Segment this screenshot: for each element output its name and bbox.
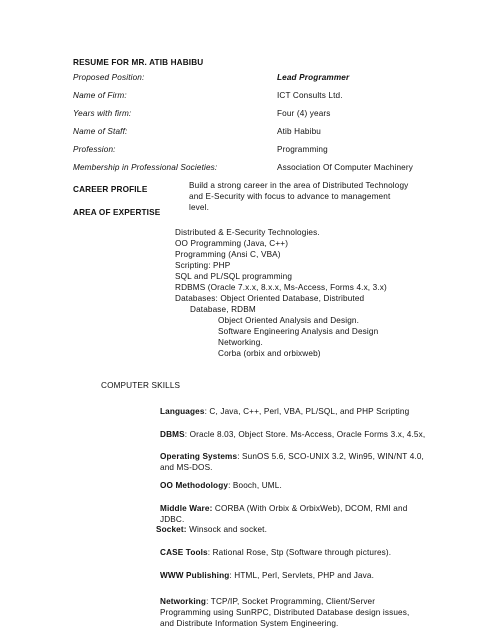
expertise-item: Distributed & E-Security Technologies. <box>175 228 320 237</box>
area-of-expertise-heading: AREA OF EXPERTISE <box>73 208 161 217</box>
value-profession: Programming <box>277 145 328 154</box>
expertise-item: RDBMS (Oracle 7.x.x, 8.x.x, Ms-Access, Forms 4.x, 3.x) <box>175 283 387 292</box>
skill-operating-systems <box>160 451 424 473</box>
label-years-with-firm: Years with firm: <box>73 109 132 118</box>
expertise-subitem: Database, RDBM <box>190 305 256 314</box>
skill-label: Middle Ware: <box>160 504 213 513</box>
skill-text: : Oracle 8.03, Object Store. Ms-Access, Oracle Forms 3.x, 4.5x, <box>184 430 426 439</box>
skill-label: Networking <box>160 597 207 606</box>
value-name-of-firm: ICT Consults Ltd. <box>277 91 343 100</box>
expertise-item: SQL and PL/SQL programming <box>175 272 293 281</box>
skill-networking <box>160 596 409 629</box>
skill-label: DBMS <box>160 430 185 439</box>
label-profession: Profession: <box>73 145 116 154</box>
expertise-item: OO Programming (Java, C++) <box>175 239 289 248</box>
value-membership: Association Of Computer Machinery <box>277 163 414 172</box>
skill-text: : SunOS 5.6, SCO-UNIX 3.2, Win95, WIN/NT 4.0, <box>237 452 424 461</box>
skill-text: : C, Java, C++, Perl, VBA, PL/SQL, and PHP Scripting <box>204 407 410 416</box>
resume-title: RESUME FOR MR. ATIB HABIBU <box>73 58 204 67</box>
skill-label: Operating Systems <box>160 452 238 461</box>
skill-text: and MS-DOS. <box>160 463 213 472</box>
skill-oo-methodology <box>160 481 282 490</box>
expertise-subsubitem: Software Engineering Analysis and Design <box>218 327 379 336</box>
value-years-with-firm: Four (4) years <box>277 109 331 118</box>
skill-label: OO Methodology <box>160 481 229 490</box>
skill-case-tools <box>160 548 391 557</box>
expertise-subsubitem: Object Oriented Analysis and Design. <box>218 316 360 325</box>
expertise-item: Databases: Object Oriented Database, Distributed <box>175 294 365 303</box>
skill-socket <box>156 525 267 534</box>
skill-text: : Booch, UML. <box>228 481 282 490</box>
career-line: level. <box>189 203 210 212</box>
skill-text: JDBC. <box>160 515 185 524</box>
skill-label: WWW Publishing <box>160 571 230 580</box>
value-name-of-staff: Atib Habibu <box>277 127 321 136</box>
skill-dbms <box>160 430 425 439</box>
expertise-item: Programming (Ansi C, VBA) <box>175 250 281 259</box>
career-line: Build a strong career in the area of Distributed Technology <box>189 181 409 190</box>
expertise-list <box>175 227 387 359</box>
label-proposed-position: Proposed Position: <box>73 73 145 82</box>
label-name-of-firm: Name of Firm: <box>73 91 127 100</box>
skill-text: and Distribute Information System Engineering. <box>160 619 339 628</box>
skill-text: : HTML, Perl, Servlets, PHP and Java. <box>229 571 375 580</box>
skill-text: Winsock and socket. <box>186 525 267 534</box>
skill-middle-ware <box>160 503 407 525</box>
skill-www-publishing <box>160 571 374 580</box>
skill-text: : TCP/IP, Socket Programming, Client/Server <box>206 597 376 606</box>
skill-text: : Rational Rose, Stp (Software through pictures). <box>207 548 392 557</box>
skill-text: Programming using SunRPC, Distributed Database design issues, <box>160 608 410 617</box>
skill-label: Socket: <box>156 525 187 534</box>
skill-languages <box>160 407 409 416</box>
skill-text: CORBA (With Orbix & OrbixWeb), DCOM, RMI and <box>212 504 408 513</box>
label-name-of-staff: Name of Staff: <box>73 127 128 136</box>
skill-label: CASE Tools <box>160 548 208 557</box>
value-proposed-position: Lead Programmer <box>277 73 350 82</box>
computer-skills-heading: COMPUTER SKILLS <box>101 381 181 390</box>
skill-label: Languages <box>160 407 205 416</box>
expertise-subsubitem: Networking. <box>218 338 263 347</box>
expertise-item: Scripting: PHP <box>175 261 231 270</box>
career-profile-text <box>189 180 408 213</box>
expertise-subsubitem: Corba (orbix and orbixweb) <box>218 349 321 358</box>
career-profile-heading: CAREER PROFILE <box>73 185 148 194</box>
career-line: and E-Security with focus to advance to management <box>189 192 391 201</box>
label-membership: Membership in Professional Societies: <box>73 163 218 172</box>
